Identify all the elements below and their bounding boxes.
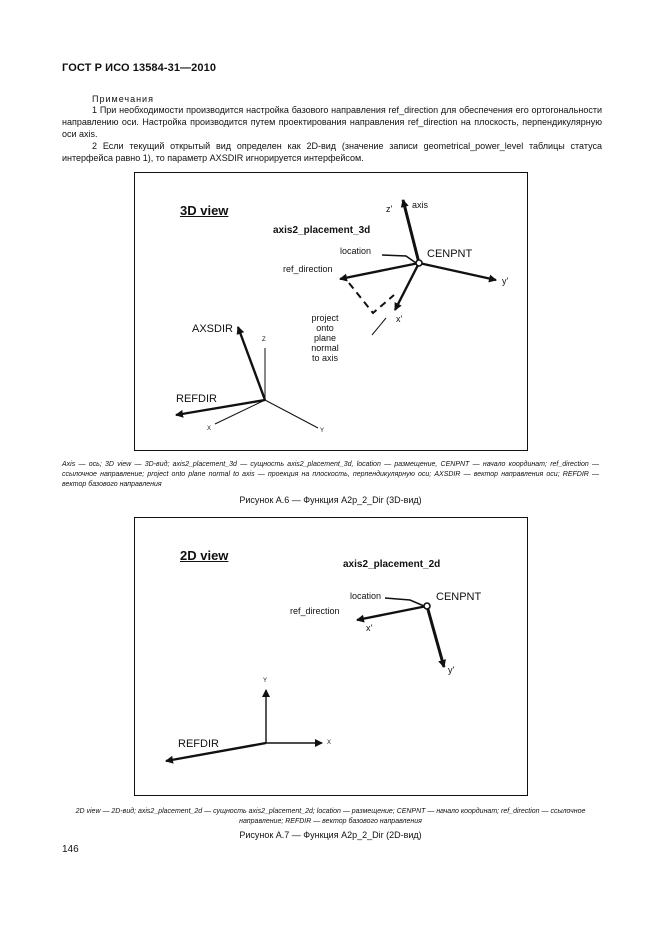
label-cenpnt: CENPNT — [427, 248, 473, 260]
y-axis-line-3d — [265, 400, 318, 428]
label-y-prime: y' — [502, 276, 509, 286]
label-refdir-3d: REFDIR — [176, 393, 217, 405]
x-prime-arrow — [395, 263, 419, 310]
y-prime-arrow — [419, 263, 496, 280]
label-x-3d: X — [207, 426, 212, 432]
ref-direction-arrow — [340, 263, 419, 279]
label-project-3: plane — [313, 333, 337, 343]
label-project-5: to axis — [311, 353, 338, 363]
location-leader — [382, 255, 416, 263]
label-y-2d: Y — [263, 678, 268, 684]
label-z: Z — [262, 337, 266, 343]
project-leader — [372, 318, 386, 335]
fig6-view-title: 3D view — [180, 203, 229, 218]
label-axis: axis — [412, 200, 429, 210]
label-project-block — [300, 313, 350, 363]
notes-title: Примечания — [92, 94, 154, 104]
cenpnt-point — [416, 260, 422, 266]
figure-6-caption: Axis — ось; 3D view — 3D-вид; axis2_placement_3d — сущность axis2_placement_3d, location — размещение, CENPNT — начало координат; ref_direction — ссылочное направление; project onto plane normal to axis — проекция на плоскость, перпендикулярную оси; AXSDIR — вектор направления оси; REFDIR — вектор базового направления — [62, 461, 599, 488]
label-location-2d: location — [350, 591, 382, 601]
document-header: ГОСТ Р ИСО 13584-31—2010 — [62, 62, 217, 74]
figure-7-caption: 2D view — 2D-вид; axis2_placement_2d — сущность axis2_placement_2d; location — размещение; CENPNT — начало координат; ref_direction — ссылочное направление; REFDIR — вектор базового направления — [75, 808, 586, 825]
label-axsdir: AXSDIR — [192, 323, 233, 335]
label-y-3d: Y — [320, 428, 325, 434]
label-project-2: onto — [316, 323, 334, 333]
label-x-prime: x' — [396, 314, 403, 324]
fig7-entity-name: axis2_placement_2d — [343, 559, 441, 570]
label-project-1: project — [311, 313, 339, 323]
note-2: 2 Если текущий открытый вид определен как 2D-вид (значение записи geometrical_power_level таблицы статуса интерфейса равно 1), то параметр AXSDIR игнорируется интерфейсом. — [62, 141, 602, 163]
fig6-entity-name: axis2_placement_3d — [273, 225, 371, 236]
figure-6-name: Рисунок А.6 — Функция A2p_2_Dir (3D-вид) — [239, 495, 422, 505]
note-1: 1 При необходимости производится настройка базового направления ref_direction для обеспечения его ортогональности направлению оси. Настройка производится путем проектирования направления ref_direction на плоскость, перпендикулярную оси axis. — [62, 105, 602, 139]
page-number: 146 — [62, 844, 79, 855]
label-x-2d: X — [327, 740, 332, 746]
axsdir-arrow — [238, 327, 265, 400]
label-ref-direction-2d: ref_direction — [290, 606, 340, 616]
label-x-prime-2d: x' — [366, 623, 373, 633]
figure-7-name: Рисунок А.7 — Функция A2p_2_Dir (2D-вид) — [239, 830, 422, 840]
label-cenpnt-2d: CENPNT — [436, 591, 482, 603]
fig7-view-title: 2D view — [180, 548, 229, 563]
projection-dashed — [349, 283, 394, 313]
label-y-prime-2d: y' — [448, 665, 455, 675]
label-location: location — [340, 246, 372, 256]
label-refdir-2d: REFDIR — [178, 738, 219, 750]
label-ref-direction: ref_direction — [283, 264, 333, 274]
label-project-4: normal — [311, 343, 339, 353]
label-z-prime: z' — [386, 204, 393, 214]
